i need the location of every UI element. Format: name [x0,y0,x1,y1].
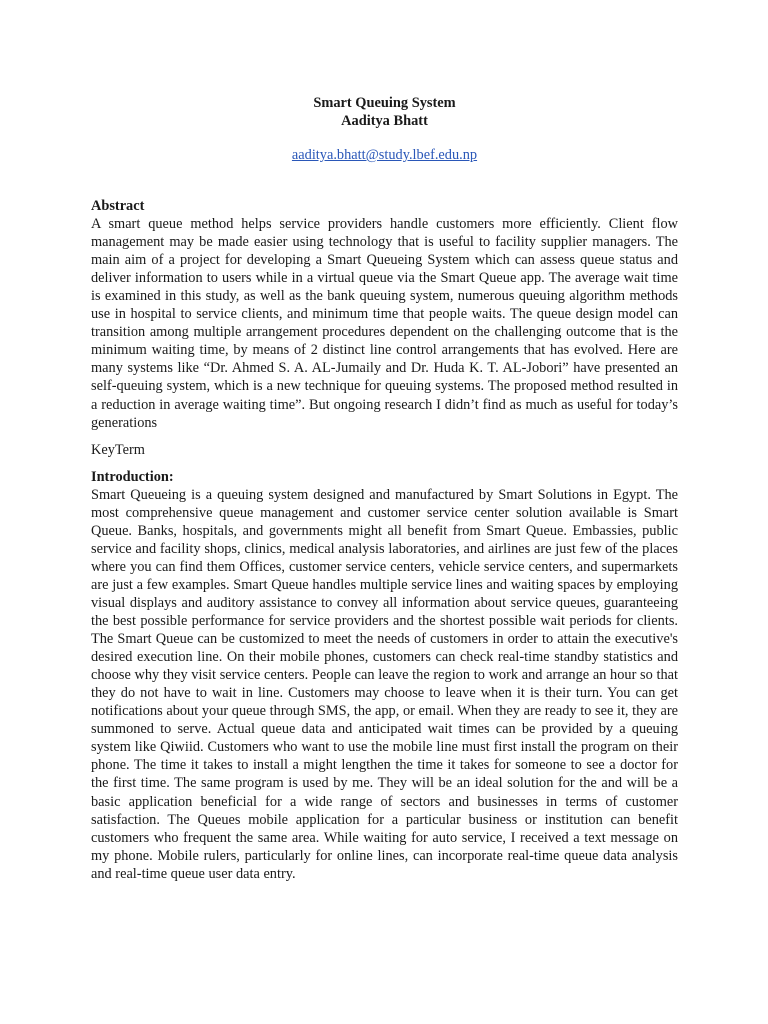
introduction-heading: Introduction: [91,468,174,485]
paper-title: Smart Queuing System [313,95,456,111]
email-line [91,146,678,164]
keyterm-label: KeyTerm [91,441,145,458]
author-email-link[interactable]: aaditya.bhatt@study.lbef.edu.np [291,147,478,163]
abstract-heading: Abstract [91,198,145,214]
title-block [91,94,678,130]
abstract-text: A smart queue method helps service providers handle customers more efficiently. Client flow management may be made easier using technology that is useful to facility supplier managers. The main aim of a project for developing a Smart Queueing System which can assess queue status and deliver information to users while in a virtual queue via the Smart Queue app. The average wait time is examined in this study, as well as the bank queuing system, numerous queuing algorithm methods use in hospital to service clients, and minimum time that people waits. The queue design model can transition among multiple arrangement procedures dependent on the challenging outcome that is the minimum waiting time, by means of 2 distinct line control arrangements that has evolved. Here are many systems like “Dr. Ahmed S. A. AL-Jumaily and Dr. Huda K. T. AL-Jobori” have presented an self-queuing system, which is a new technique for queuing systems. The proposed method resulted in a reduction in average waiting time”. But ongoing research I didn’t find as much as useful for today’s generations [91,216,678,431]
introduction-text: Smart Queueing is a queuing system designed and manufactured by Smart Solutions in Egypt. The most comprehensive queue management and customer service center solution available is Smart Queue. Banks, hospitals, and governments might all benefit from Smart Queue. Embassies, public service and facility shops, clinics, medical analysis laboratories, and airlines are just few of the places where you can find them Offices, customer service centers, vehicle service centers, and supermarkets are just a few examples. Smart Queue handles multiple service lines and waiting spaces by employing visual displays and auditory assistance to convey all information about service queues, guaranteeing the best possible performance for service providers and the shortest possible wait periods for clients. The Smart Queue can be customized to meet the needs of customers in order to attain the executive's desired execution line. On their mobile phones, customers can check real-time standby statistics and choose why they visit service centers. People can leave the region to work and arrange an hour so that they do not have to wait in line. Customers may choose to leave when it is their turn. You can get notifications about your queue through SMS, the app, or email. When they are ready to see it, they are summoned to serve. Actual queue data and anticipated wait times can be provided by a queuing system like Qiwiid. Customers who want to use the mobile line must first install the program on their phone. The time it takes to install a might lengthen the time it takes for someone to see a doctor for the first time. The same program is used by me. They will be an ideal solution for the and will be a basic application beneficial for a wide range of sectors and businesses in terms of customer satisfaction. The Queues mobile application for a particular business or institution can benefit customers who frequent the same area. While waiting for auto service, I received a text message on my phone. Mobile rulers, particularly for online lines, can incorporate real-time queue data analysis and real-time queue user data entry. [91,486,678,882]
paper-author: Aaditya Bhatt [341,113,428,129]
